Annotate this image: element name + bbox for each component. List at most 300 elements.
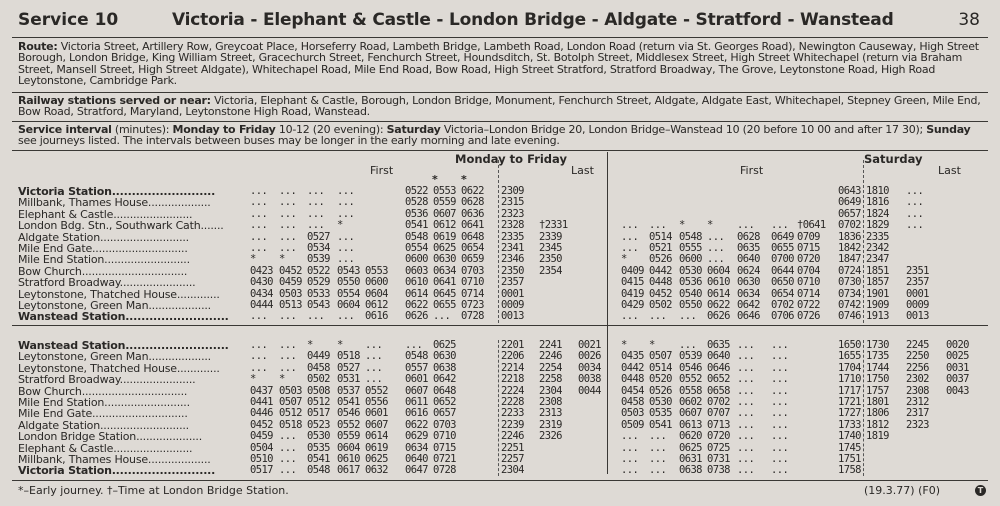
time-cell: 0449 xyxy=(307,350,330,363)
time-cell: 2317 xyxy=(906,407,929,420)
time-cell: 0518 xyxy=(337,350,360,363)
time-cell: ... xyxy=(906,185,924,197)
time-cell: 0655 xyxy=(771,242,794,254)
time-cell: 2228 xyxy=(501,396,524,408)
time-cell: ... xyxy=(707,230,725,243)
time-cell: 0631 xyxy=(679,453,702,465)
station-name: London Bridge Station.................... xyxy=(18,431,203,443)
time-cell: 0540 xyxy=(679,287,702,300)
time-cell: 0458 xyxy=(621,396,644,408)
time-cell: 1842 xyxy=(838,242,861,254)
time-cell: 0038 xyxy=(578,373,601,386)
time-cell: 0648 xyxy=(461,230,484,243)
time-cell: 1806 xyxy=(866,407,889,420)
time-cell: ... xyxy=(250,196,268,209)
time-cell: ... xyxy=(337,253,355,266)
time-cell: 1733 xyxy=(838,418,861,431)
time-cell: ... xyxy=(771,339,789,351)
time-cell: 1721 xyxy=(838,396,861,408)
time-cell: 0652 xyxy=(707,373,730,386)
time-cell: ... xyxy=(337,207,355,220)
time-cell: 0550 xyxy=(337,276,360,289)
direction-rule xyxy=(12,325,988,326)
station-name: Elephant & Castle........................ xyxy=(18,208,193,220)
time-cell: ... xyxy=(771,384,789,397)
station-name: Mile End Gate............................. xyxy=(18,408,188,420)
sat-first-last-divider-inbound xyxy=(863,340,864,476)
time-cell: 0625 xyxy=(433,242,456,254)
time-cell: ... xyxy=(737,361,755,374)
route-rule xyxy=(12,92,988,93)
time-cell: 0714 xyxy=(797,287,820,300)
time-cell: 0640 xyxy=(707,350,730,363)
time-cell: 2250 xyxy=(906,350,929,363)
time-cell: 2246 xyxy=(539,350,562,363)
time-cell: 1710 xyxy=(838,373,861,386)
time-cell: 2233 xyxy=(501,407,524,420)
time-cell: ... xyxy=(737,396,755,408)
london-transport-logo: T xyxy=(975,485,986,496)
time-cell: 2341 xyxy=(501,242,524,254)
time-cell: 2350 xyxy=(539,253,562,266)
time-cell: 2218 xyxy=(501,373,524,386)
time-cell: 0522 xyxy=(405,185,428,197)
station-name: Stratford Broadway....................... xyxy=(18,374,196,386)
time-cell: 0657 xyxy=(838,207,861,220)
time-cell: 2206 xyxy=(501,350,524,363)
time-cell: 0556 xyxy=(365,396,388,408)
time-cell: 0533 xyxy=(307,287,330,300)
time-cell: ... xyxy=(771,219,789,232)
time-cell: 1824 xyxy=(866,207,889,220)
time-cell: ... xyxy=(250,310,268,323)
time-cell: 0534 xyxy=(307,242,330,254)
station-name: Leytonstone, Thatched House............. xyxy=(18,362,220,374)
time-cell: 0528 xyxy=(405,196,428,209)
time-cell: 2323 xyxy=(906,418,929,431)
time-cell: 0726 xyxy=(797,310,820,323)
time-cell: 2239 xyxy=(501,418,524,431)
time-cell: 0507 xyxy=(649,350,672,363)
time-cell: 0626 xyxy=(405,310,428,323)
time-cell: * xyxy=(679,219,685,232)
time-cell: 0526 xyxy=(649,384,672,397)
time-cell: 0628 xyxy=(461,196,484,209)
time-cell: 0738 xyxy=(707,464,730,477)
time-cell: 2347 xyxy=(866,253,889,266)
time-cell: ... xyxy=(621,464,639,477)
time-cell: ... xyxy=(621,453,639,465)
time-cell: 0522 xyxy=(307,264,330,277)
time-cell: 0435 xyxy=(621,350,644,363)
time-cell: 0037 xyxy=(946,373,969,386)
time-cell: ... xyxy=(771,430,789,443)
time-cell: 0009 xyxy=(501,299,524,311)
station-name: Millbank, Thames House................... xyxy=(18,454,211,465)
time-cell: 0548 xyxy=(405,230,428,243)
time-cell: 0530 xyxy=(649,396,672,408)
time-cell: 0610 xyxy=(337,453,360,465)
time-cell: 0548 xyxy=(307,464,330,477)
time-cell: 1829 xyxy=(866,219,889,232)
station-name: Leytonstone, Thatched House............. xyxy=(18,288,220,300)
time-cell: 0650 xyxy=(771,276,794,289)
time-cell: 0613 xyxy=(679,418,702,431)
time-cell: 1751 xyxy=(838,453,861,465)
sat-first-last-divider xyxy=(863,160,864,323)
time-cell: 0645 xyxy=(433,287,456,300)
time-cell: 2313 xyxy=(539,407,562,420)
time-cell: ... xyxy=(365,361,383,374)
time-cell: 0507 xyxy=(279,396,302,408)
time-cell: 0553 xyxy=(365,264,388,277)
time-cell: 0442 xyxy=(621,361,644,374)
mf-last-label: Last xyxy=(571,164,594,177)
time-cell: 2345 xyxy=(539,242,562,254)
time-cell: 0508 xyxy=(307,384,330,397)
time-cell: ... xyxy=(771,407,789,420)
time-cell: 0554 xyxy=(337,287,360,300)
time-cell: 0521 xyxy=(649,242,672,254)
time-cell: ... xyxy=(279,464,297,477)
time-cell: 0636 xyxy=(461,207,484,220)
time-cell: 0510 xyxy=(250,453,273,465)
sat-last-label: Last xyxy=(938,164,961,177)
time-cell: 0527 xyxy=(307,230,330,243)
time-cell: 0619 xyxy=(433,230,456,243)
time-cell: 0001 xyxy=(906,287,929,300)
time-cell: 0025 xyxy=(946,350,969,363)
time-cell: 0001 xyxy=(501,287,524,300)
time-cell: ... xyxy=(250,242,268,254)
time-cell: ... xyxy=(250,207,268,220)
time-cell: 0640 xyxy=(405,453,428,465)
mf-sat-divider xyxy=(607,152,608,474)
time-cell: 0630 xyxy=(433,253,456,266)
route-text: Victoria Street, Artillery Row, Greycoat Place, Horseferry Road, Lambeth Bridge, Lambeth Road, London Road (return via St. Georges Road), Newington Causeway, High Street Borough, London Bridge, King William Street, Gracechurch Street, Fenchurch Street, Houndsditch, St. Botolph Street, Middlesex Street, High Street Whitechapel (return via Braham Street, Mansell Street, High Street Aldgate), Whitechapel Road, Mile End Road, Bow Road, High Street Stratford, Stratford Broadway, The Grove, Leytonstone Road, High Road Leytonstone, Cambridge Park. xyxy=(18,40,979,88)
time-cell: 0013 xyxy=(906,310,929,323)
time-cell: 0539 xyxy=(307,253,330,266)
time-cell: 0655 xyxy=(433,299,456,311)
time-cell: 0612 xyxy=(433,219,456,232)
time-cell: 0709 xyxy=(797,230,820,243)
time-cell: ... xyxy=(771,464,789,477)
header xyxy=(12,10,988,32)
interval-paragraph xyxy=(18,124,984,147)
time-cell: ... xyxy=(771,418,789,431)
time-cell: 0614 xyxy=(365,430,388,443)
time-cell: ... xyxy=(279,219,297,232)
time-cell: 0614 xyxy=(707,287,730,300)
interval-sat-label: Saturday xyxy=(386,123,441,136)
page-number: 38 xyxy=(958,10,980,30)
time-cell: 0638 xyxy=(679,464,702,477)
time-cell: ... xyxy=(365,350,383,363)
time-cell: ... xyxy=(307,219,325,232)
stations-label: Railway stations served or near: xyxy=(18,94,211,107)
time-cell: 1836 xyxy=(838,230,861,243)
time-cell: ... xyxy=(737,430,755,443)
time-cell: 0704 xyxy=(797,264,820,277)
interval-sun-label: Sunday xyxy=(926,123,971,136)
time-cell: 1704 xyxy=(838,361,861,374)
time-cell: 2351 xyxy=(906,264,929,277)
time-cell: 0703 xyxy=(433,418,456,431)
time-cell: 0600 xyxy=(365,276,388,289)
time-cell: 0553 xyxy=(433,185,456,197)
time-cell: 0546 xyxy=(337,407,360,420)
time-cell: 1740 xyxy=(838,430,861,443)
time-cell: 0638 xyxy=(433,361,456,374)
time-cell: 0535 xyxy=(649,407,672,420)
time-cell: 1857 xyxy=(866,276,889,289)
time-cell: ... xyxy=(405,339,423,351)
time-cell: 0607 xyxy=(433,207,456,220)
time-cell: 0031 xyxy=(946,361,969,374)
time-cell: 0523 xyxy=(307,418,330,431)
time-cell: 0541 xyxy=(649,418,672,431)
time-cell: 1744 xyxy=(866,361,889,374)
time-cell: 0530 xyxy=(679,264,702,277)
station-name: Mile End Station.......................... xyxy=(18,397,190,408)
time-cell: 0603 xyxy=(405,264,428,277)
time-cell: 0620 xyxy=(679,430,702,443)
time-cell: 0724 xyxy=(838,264,861,277)
time-cell: 0446 xyxy=(250,407,273,420)
time-cell: 0536 xyxy=(405,207,428,220)
time-cell: 0448 xyxy=(621,373,644,386)
time-cell: ... xyxy=(337,230,355,243)
time-cell: 2357 xyxy=(906,276,929,289)
interval-label: Service interval xyxy=(18,123,112,136)
station-name: Bow Church................................ xyxy=(18,385,188,397)
time-cell: 0529 xyxy=(307,276,330,289)
station-name: Leytonstone, Green Man................... xyxy=(18,300,211,311)
time-cell: 2339 xyxy=(539,230,562,243)
time-cell: ... xyxy=(649,310,667,323)
time-cell: ... xyxy=(771,361,789,374)
time-cell: 0700 xyxy=(771,253,794,266)
time-cell: 0635 xyxy=(707,339,730,351)
time-cell: 0622 xyxy=(461,185,484,197)
time-cell: 0513 xyxy=(279,299,302,311)
time-cell: ... xyxy=(250,185,268,197)
station-name: Leytonstone, Green Man................... xyxy=(18,351,211,363)
time-cell: 2335 xyxy=(866,230,889,243)
time-cell: 0610 xyxy=(405,276,428,289)
time-cell: 0725 xyxy=(707,441,730,454)
time-cell: 0731 xyxy=(707,453,730,465)
time-cell: 2335 xyxy=(501,230,524,243)
time-cell: 0512 xyxy=(307,396,330,408)
time-cell: 0531 xyxy=(337,373,360,386)
time-cell: 2357 xyxy=(501,276,524,289)
time-cell: * xyxy=(621,339,627,351)
time-cell: 0604 xyxy=(337,299,360,311)
time-cell: 0622 xyxy=(405,418,428,431)
time-cell: 0649 xyxy=(771,230,794,243)
time-cell: ... xyxy=(649,441,667,454)
time-cell: ... xyxy=(279,339,297,351)
station-name: Wanstead Station.......................... xyxy=(18,311,229,323)
time-cell: 0625 xyxy=(433,339,456,351)
time-cell: 0622 xyxy=(707,299,730,311)
time-cell: ... xyxy=(337,242,355,254)
time-cell: 0730 xyxy=(838,276,861,289)
time-cell: 0541 xyxy=(405,219,428,232)
time-cell: 0543 xyxy=(337,264,360,277)
time-cell: 0548 xyxy=(405,350,428,363)
time-cell: ... xyxy=(279,207,297,220)
time-cell: 0616 xyxy=(405,407,428,420)
route-paragraph xyxy=(18,41,984,87)
time-cell: 2315 xyxy=(501,196,524,209)
route-label: Route: xyxy=(18,40,58,53)
time-cell: 2346 xyxy=(501,253,524,266)
time-cell: 0634 xyxy=(737,287,760,300)
time-cell: 0710 xyxy=(433,430,456,443)
time-cell: ... xyxy=(337,185,355,197)
sat-first-label: First xyxy=(740,164,764,177)
time-cell: * xyxy=(649,339,655,351)
time-cell: 2214 xyxy=(501,361,524,374)
time-cell: 2251 xyxy=(501,441,524,454)
time-cell: 0013 xyxy=(501,310,524,323)
time-cell: 0518 xyxy=(279,418,302,431)
time-cell: 0721 xyxy=(433,453,456,465)
time-cell: 0614 xyxy=(405,287,428,300)
time-cell: ... xyxy=(250,339,268,351)
time-cell: ... xyxy=(737,453,755,465)
time-cell: ... xyxy=(649,219,667,232)
time-cell: 0554 xyxy=(405,242,428,254)
time-cell: 0611 xyxy=(405,396,428,408)
time-cell: 1801 xyxy=(866,396,889,408)
time-cell: * xyxy=(307,339,313,351)
time-cell: 0009 xyxy=(906,299,929,311)
time-cell: ... xyxy=(737,373,755,386)
time-cell: ... xyxy=(337,196,355,209)
time-cell: 1735 xyxy=(866,350,889,363)
time-cell: 0557 xyxy=(405,361,428,374)
route-title: Victoria - Elephant & Castle - London Bridge - Aldgate - Stratford - Wanstead xyxy=(172,10,894,30)
time-cell: ... xyxy=(737,350,755,363)
time-cell: ... xyxy=(679,339,697,351)
time-cell: 2342 xyxy=(866,242,889,254)
time-cell: 0710 xyxy=(461,276,484,289)
time-cell: 0654 xyxy=(771,287,794,300)
interval-units: (minutes): xyxy=(114,123,170,136)
time-cell: 0503 xyxy=(279,384,302,397)
time-cell: 0539 xyxy=(679,350,702,363)
time-cell: 1745 xyxy=(838,441,861,454)
time-cell: 0648 xyxy=(433,384,456,397)
time-cell: 0514 xyxy=(649,230,672,243)
time-cell: 0630 xyxy=(737,276,760,289)
time-cell: 0643 xyxy=(838,185,861,197)
time-cell: 0702 xyxy=(771,299,794,311)
time-cell: 0635 xyxy=(737,242,760,254)
time-cell: 2258 xyxy=(539,373,562,386)
time-cell: 0600 xyxy=(405,253,428,266)
time-cell: 2257 xyxy=(501,453,524,465)
time-cell: 0503 xyxy=(279,287,302,300)
time-cell: 2201 xyxy=(501,339,524,351)
time-cell: 2308 xyxy=(539,396,562,408)
time-cell: ... xyxy=(279,242,297,254)
time-cell: 0658 xyxy=(707,384,730,397)
time-cell: ... xyxy=(250,230,268,243)
time-cell: 0454 xyxy=(621,384,644,397)
time-cell: ... xyxy=(649,430,667,443)
time-cell: ... xyxy=(279,350,297,363)
time-cell: 0409 xyxy=(621,264,644,277)
time-cell: 0552 xyxy=(365,384,388,397)
time-cell: ... xyxy=(771,373,789,386)
time-cell: 0509 xyxy=(621,418,644,431)
footer-rule xyxy=(12,480,988,481)
time-cell: 0550 xyxy=(679,299,702,311)
time-cell: 0442 xyxy=(649,264,672,277)
time-cell: 0642 xyxy=(433,373,456,386)
mf-first-last-divider-inbound xyxy=(498,340,499,476)
time-cell: 0641 xyxy=(461,219,484,232)
time-cell: 0504 xyxy=(250,441,273,454)
time-cell: 0657 xyxy=(433,407,456,420)
interval-rule xyxy=(12,150,988,151)
time-cell: 0520 xyxy=(649,373,672,386)
mf-first-label: First xyxy=(370,164,394,177)
time-cell: 1810 xyxy=(866,185,889,197)
time-cell: 0607 xyxy=(679,407,702,420)
time-cell: 0517 xyxy=(250,464,273,477)
time-cell: ... xyxy=(279,196,297,209)
time-cell: 1913 xyxy=(866,310,889,323)
time-cell: 0634 xyxy=(433,264,456,277)
time-cell: 2354 xyxy=(539,264,562,277)
time-cell: ... xyxy=(737,219,755,232)
station-name: Victoria Station.......................... xyxy=(18,465,216,477)
time-cell: ... xyxy=(906,196,924,209)
time-cell: 0535 xyxy=(307,441,330,454)
time-cell: ... xyxy=(737,339,755,351)
station-name: Mile End Gate............................. xyxy=(18,243,188,254)
time-cell: ... xyxy=(307,207,325,220)
station-name: Aldgate Station........................... xyxy=(18,231,189,243)
time-cell: ... xyxy=(771,453,789,465)
time-cell: 2304 xyxy=(501,464,524,477)
time-cell: ... xyxy=(250,361,268,374)
time-cell: 0723 xyxy=(461,299,484,311)
time-cell: ... xyxy=(279,441,297,454)
time-cell: ... xyxy=(906,207,924,220)
station-name: Mile End Station.......................... xyxy=(18,254,190,266)
time-cell: 0536 xyxy=(679,276,702,289)
time-cell: 0459 xyxy=(250,430,273,443)
time-cell: 0713 xyxy=(707,418,730,431)
time-cell: ... xyxy=(365,373,383,386)
time-cell: ... xyxy=(737,441,755,454)
time-cell: 0419 xyxy=(621,287,644,300)
time-cell: †2331 xyxy=(539,219,568,232)
time-cell: 0642 xyxy=(737,299,760,311)
time-cell: 0452 xyxy=(250,418,273,431)
stations-paragraph xyxy=(18,95,984,118)
time-cell: 0734 xyxy=(838,287,861,300)
station-name: Aldgate Station........................... xyxy=(18,419,189,431)
time-cell: 2245 xyxy=(906,339,929,351)
time-cell: 1819 xyxy=(866,430,889,443)
